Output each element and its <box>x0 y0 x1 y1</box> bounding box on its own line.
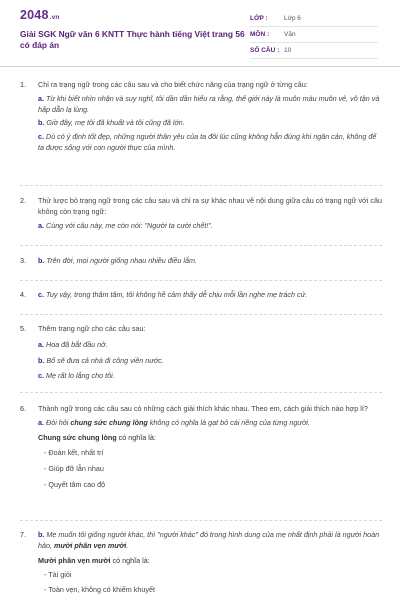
question-number: 3. <box>20 256 26 265</box>
question-7 <box>20 530 382 596</box>
answer-option <box>38 418 382 429</box>
question-number: 1. <box>20 80 26 89</box>
option-label: a. <box>38 339 44 349</box>
meta-value: Văn <box>284 31 296 38</box>
option-text: Mẹ rất lo lắng cho tôi. <box>46 371 115 381</box>
idiom-suffix: có nghĩa là: <box>116 432 156 442</box>
answer-option <box>38 221 382 232</box>
site-logo[interactable] <box>20 8 60 22</box>
meta-key: LỚP : <box>250 15 268 22</box>
question-2 <box>20 196 382 231</box>
question-number: 5. <box>20 324 26 333</box>
option-label: c. <box>38 290 44 299</box>
divider <box>20 314 382 315</box>
question-stem: Chỉ ra trạng ngữ trong các câu sau và cho biết chức năng của trạng ngữ ở từng câu: <box>38 80 308 89</box>
question-3 <box>20 256 382 267</box>
meta-value: 10 <box>284 47 292 54</box>
answer-option <box>38 290 382 301</box>
header <box>0 0 400 66</box>
idiom-highlight: chung sức chung lòng <box>70 417 148 427</box>
option-label: b. <box>38 256 45 265</box>
answer-option <box>38 371 382 382</box>
question-1 <box>20 80 382 154</box>
divider <box>20 185 382 186</box>
idiom-definition-heading <box>38 556 382 567</box>
answer-option <box>38 530 382 552</box>
option-label: a. <box>38 417 44 427</box>
answer-option <box>38 132 382 154</box>
option-text: Tuy vậy, trong thâm tâm, tôi không hề cảm thấy dễ chịu mỗi lần nghe mẹ trách cứ. <box>46 290 308 299</box>
meta-key: MÔN : <box>250 31 270 38</box>
question-stem: Thử lược bỏ trạng ngữ trong các câu sau và chỉ ra sự khác nhau về nội dung giữa câu có trạng ngữ với câu không còn trạng ngữ: <box>38 196 382 216</box>
option-text: Từ khi biết nhìn nhận và suy nghĩ, tôi dần dần hiểu ra rằng, thế giới này là muôn màu muôn vẻ, vô tận và hấp dẫn lạ lùng. <box>38 93 380 114</box>
option-label: c. <box>38 132 44 142</box>
idiom-definition-heading <box>38 433 382 444</box>
definition-item: - Đoàn kết, nhất trí <box>44 448 104 458</box>
option-label: b. <box>38 530 45 539</box>
meta-row-count <box>250 43 378 59</box>
definition-item: - Quyết tâm cao độ <box>44 479 106 489</box>
question-5 <box>20 324 382 382</box>
option-label: c. <box>38 371 44 381</box>
meta-key: SỐ CÂU : <box>250 47 280 54</box>
option-label: a. <box>38 220 44 230</box>
option-text-pre: Đòi hỏi <box>46 417 71 427</box>
idiom-name: Mười phân vẹn mười <box>38 555 111 565</box>
answer-option <box>38 340 382 351</box>
logo-text: 2048 <box>20 8 49 22</box>
option-text-post: . <box>126 540 129 550</box>
idiom-highlight: mười phân vẹn mười <box>54 540 127 550</box>
header-divider <box>0 66 400 67</box>
question-4 <box>20 290 382 301</box>
question-number: 7. <box>20 530 26 539</box>
option-text: Bố sẽ đưa cả nhà đi công viên nước. <box>46 355 164 365</box>
idiom-suffix: có nghĩa là: <box>110 555 150 565</box>
option-text: Giờ đây, mẹ tôi đã khuất và tôi cũng đã lớn. <box>46 118 185 128</box>
divider <box>20 245 382 246</box>
answer-option <box>38 118 382 129</box>
divider <box>20 520 382 521</box>
option-text-pre: Mẹ muốn tôi giống người khác, thì "người khác" đó trong hình dung của mẹ nhất định phải là người hoàn hảo, <box>38 530 380 550</box>
option-label: a. <box>38 93 44 103</box>
meta-value: Lớp 6 <box>284 15 301 22</box>
option-text: Cùng với câu này, mẹ còn nói: "Người ta cười chết!". <box>46 220 213 230</box>
logo-ext: .vn <box>49 14 60 21</box>
answer-option <box>38 356 382 367</box>
option-text: Dù có ý định tốt đẹp, những người thân yêu của ta đôi lúc cũng không hẳn đúng khi ngăn cản, không để ta được sống với con người thực của mình. <box>38 132 377 152</box>
definition-item: - Toàn vẹn, không có khiếm khuyết <box>44 585 155 595</box>
meta-row-grade <box>250 11 378 27</box>
answer-option <box>38 256 382 267</box>
divider <box>20 280 382 281</box>
answer-option <box>38 94 382 116</box>
option-text-post: không có nghĩa là gạt bỏ cái riêng của từng người. <box>147 417 310 427</box>
definition-item: - Tài giỏi <box>44 570 72 580</box>
meta-row-subject <box>250 27 378 43</box>
idiom-name: Chung sức chung lòng <box>38 432 117 442</box>
option-text: Trên đời, mọi người giống nhau nhiều điều lắm. <box>46 256 197 265</box>
divider <box>20 392 382 393</box>
question-stem: Thành ngữ trong các câu sau có những cách giải thích khác nhau. Theo em, cách giải thích nào hợp lí? <box>38 404 368 413</box>
question-stem: Thêm trạng ngữ cho các câu sau: <box>38 324 146 333</box>
question-6 <box>20 404 382 491</box>
option-label: b. <box>38 355 45 365</box>
option-label: b. <box>38 118 45 128</box>
question-number: 4. <box>20 290 26 299</box>
question-number: 6. <box>20 404 26 413</box>
option-text: Hoa đã bắt đầu nở. <box>46 339 108 349</box>
page-title: Giải SGK Ngữ văn 6 KNTT Thực hành tiếng Việt trang 56 có đáp án <box>20 29 245 51</box>
definition-item: - Giúp đỡ lẫn nhau <box>44 464 104 474</box>
meta-table <box>250 11 378 59</box>
question-number: 2. <box>20 196 26 205</box>
